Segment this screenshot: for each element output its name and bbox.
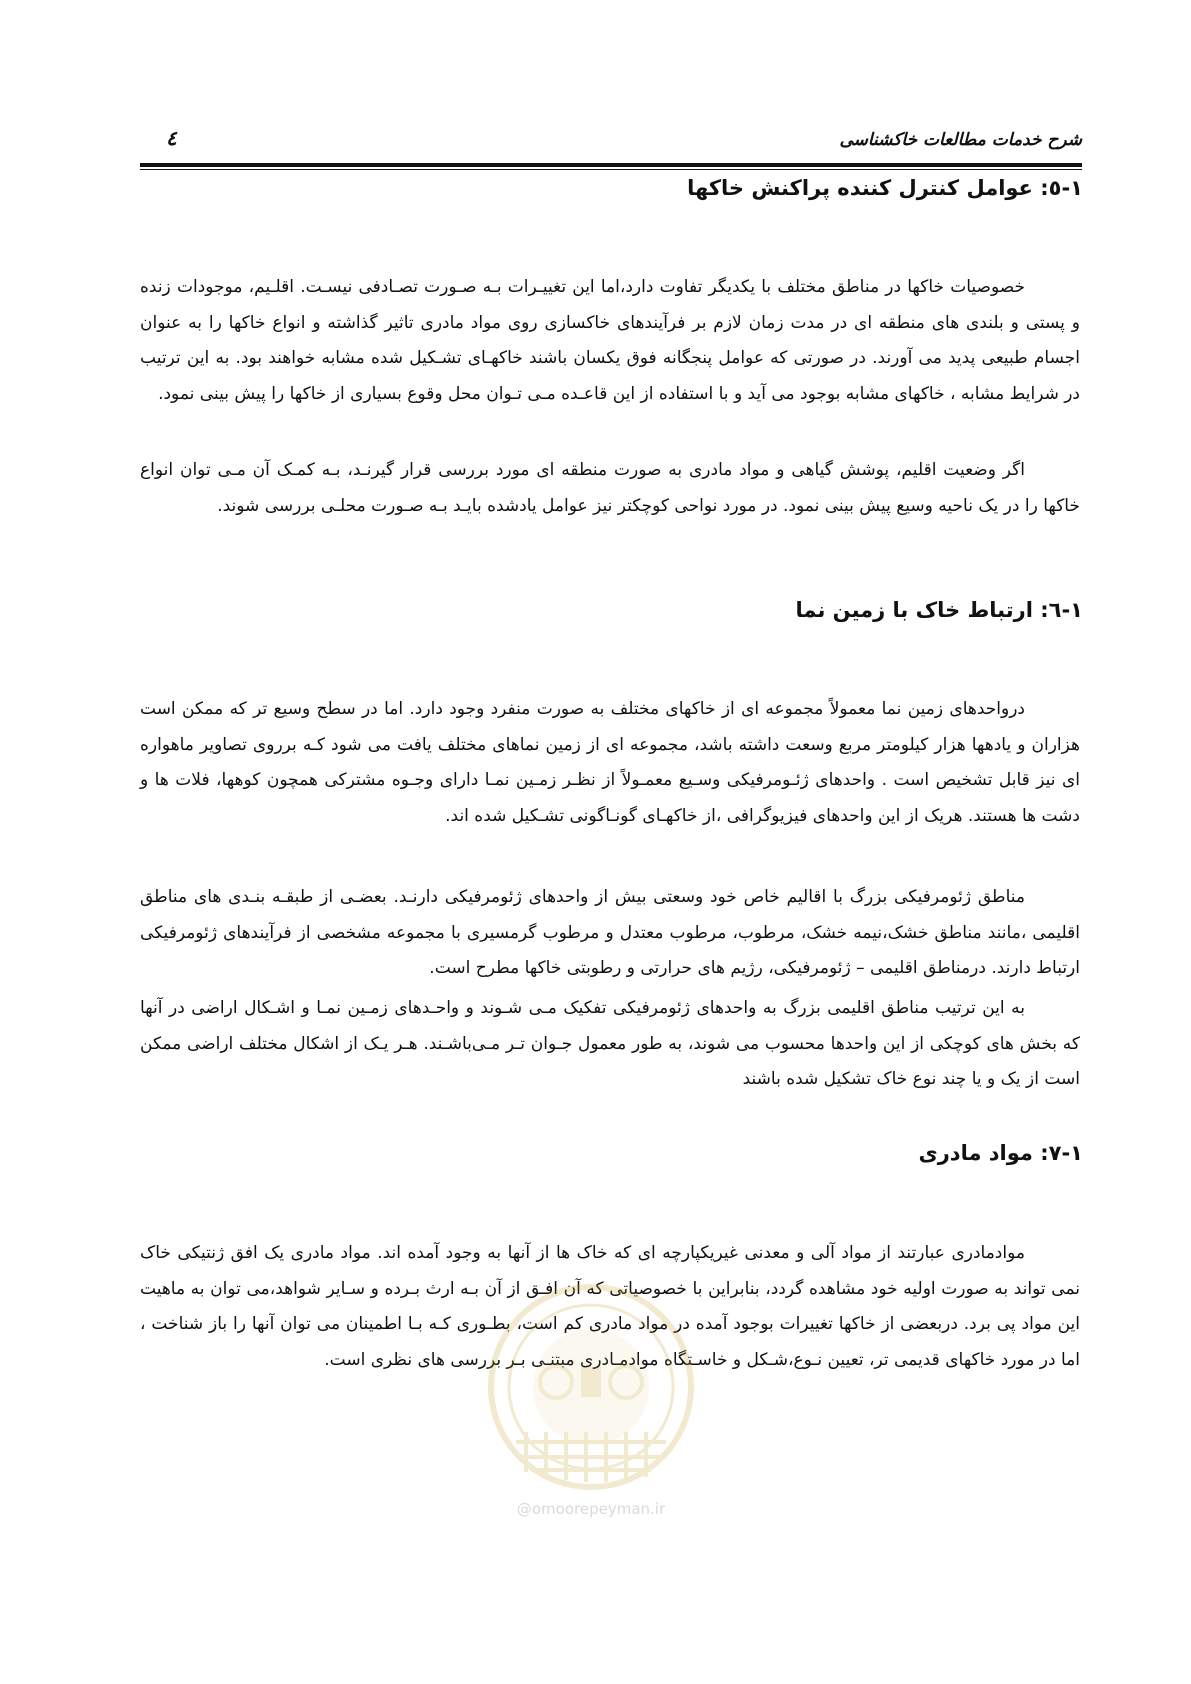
section-heading-1-7: ١-٧: مواد مادری (918, 1141, 1083, 1165)
section-heading-1-5: ١-٥: عوامل کنترل کننده پراکنش خاکها (687, 176, 1083, 200)
header-rule-thick (140, 163, 1082, 167)
page-header (140, 126, 1082, 156)
header-rule-thin (140, 169, 1082, 170)
section-heading-1-6: ١-٦: ارتباط خاک با زمین نما (795, 598, 1083, 622)
watermark-site: @omoorepeyman.ir (516, 1500, 666, 1518)
paragraph-1-5-a: خصوصیات خاکها در مناطق مختلف با یکدیگر تفاوت دارد،اما این تغییـرات بـه صـورت تصـادفی نیسـت. اقلـیم، موجودات زنده و پستی و بلندی های منطقه ای در مدت زمان لازم بر فرآیندهای خاکسازی روی مواد مادری تاثیر گذاشته و انواع خاکها را به عنوان اجسام طبیعی پدید می آورند. در صورتی که عوامل پنجگانه فوق یکسان باشند خاکهـای تشـکیل شده مشابه خواهند بود. به این ترتیب در شرایط مشابه ، خاکهای مشابه بوجود می آید و با استفاده از این قاعـده مـی تـوان محل وقوع بسیاری از خاکها را پیش بینی نمود. (140, 277, 1080, 404)
paragraph-1-6-b: مناطق ژئومرفیکی بزرگ با اقالیم خاص خود وسعتی بیش از واحدهای ژئومرفیکی دارنـد. بعضـی از طبقـه بنـدی های مناطق اقلیمی ،مانند مناطق خشک،نیمه خشک، مرطوب، مرطوب معتدل و مرطوب گرمسیری با مجموعه مشخصی از فرآیندهای ژئومرفیکی ارتباط دارند. درمناطق اقلیمی – ژئومرفیکی، رژیم های حرارتی و رطوبتی خاکها مطرح است. (140, 887, 1080, 978)
paragraph-1-5-b: اگر وضعیت اقلیم، پوشش گیاهی و مواد مادری به صورت منطقه ای مورد بررسی قرار گیرنـد، بـه کمـک آن مـی توان انواع خاکها را در یک ناحیه وسیع پیش بینی نمود. در مورد نواحی کوچکتر نیز عوامل یادشده بایـد بـه صـورت محلـی بررسی شوند. (140, 460, 1080, 516)
page-number: ٤ (166, 126, 177, 150)
document-title: شرح خدمات مطالعات خاکشناسی (839, 130, 1082, 150)
paragraph-1-7-a: موادمادری عبارتند از مواد آلی و معدنی غیریکپارچه ای که خاک ها از آنها به وجود آمده اند. مواد مادری یک افق ژنتیکی خاک نمی تواند به صورت اولیه خود مشاهده گردد، بنابراین با خصوصیاتی که آن افـق از آن بـه ارث بـرده و سـایر شواهد،می توان به ماهیت این مواد پی برد. دربعضی از خاکها تغییرات بوجود آمده در مواد مادری کم است، بطـوری کـه بـا اطمینان می توان آنها را باز شناخت ، اما در مورد خاکهای قدیمی تر، تعیین نـوع،شـکل و خاسـتگاه موادمـادری مبتنـی بـر بررسی های نظری است. (140, 1243, 1080, 1370)
paragraph-1-6-a: درواحدهای زمین نما معمولاً مجموعه ای از خاکهای مختلف به صورت منفرد وجود دارد. اما در سطح وسیع تر که ممکن است هزاران و یادهها هزار کیلومتر مربع وسعت داشته باشد، مجموعه ای از زمین نماهای مختلف یافت می شود کـه برروی تصاویر ماهواره ای نیز قابل تشخیص است . واحدهای ژئـومرفیکی وسـیع معمـولاً از نظـر زمـین نمـا دارای وجـوه مشترکی همچون کوهها، فلات ها و دشت ها هستند. هریک از این واحدهای فیزیوگرافی ،از خاکهـای گونـاگونی تشـکیل شده اند. (140, 699, 1080, 826)
paragraph-1-6-c: به این ترتیب مناطق اقلیمی بزرگ به واحدهای ژئومرفیکی تفکیک مـی شـوند و واحـدهای زمـین نمـا و اشـکال اراضی در آنها که بخش های کوچکی از این واحدها محسوب می شوند، به طور معمول جـوان تـر مـی‌باشـند. هـر یـک از اشکال مختلف اراضی ممکن است از یک و یا چند نوع خاک تشکیل شده باشند (140, 998, 1080, 1089)
